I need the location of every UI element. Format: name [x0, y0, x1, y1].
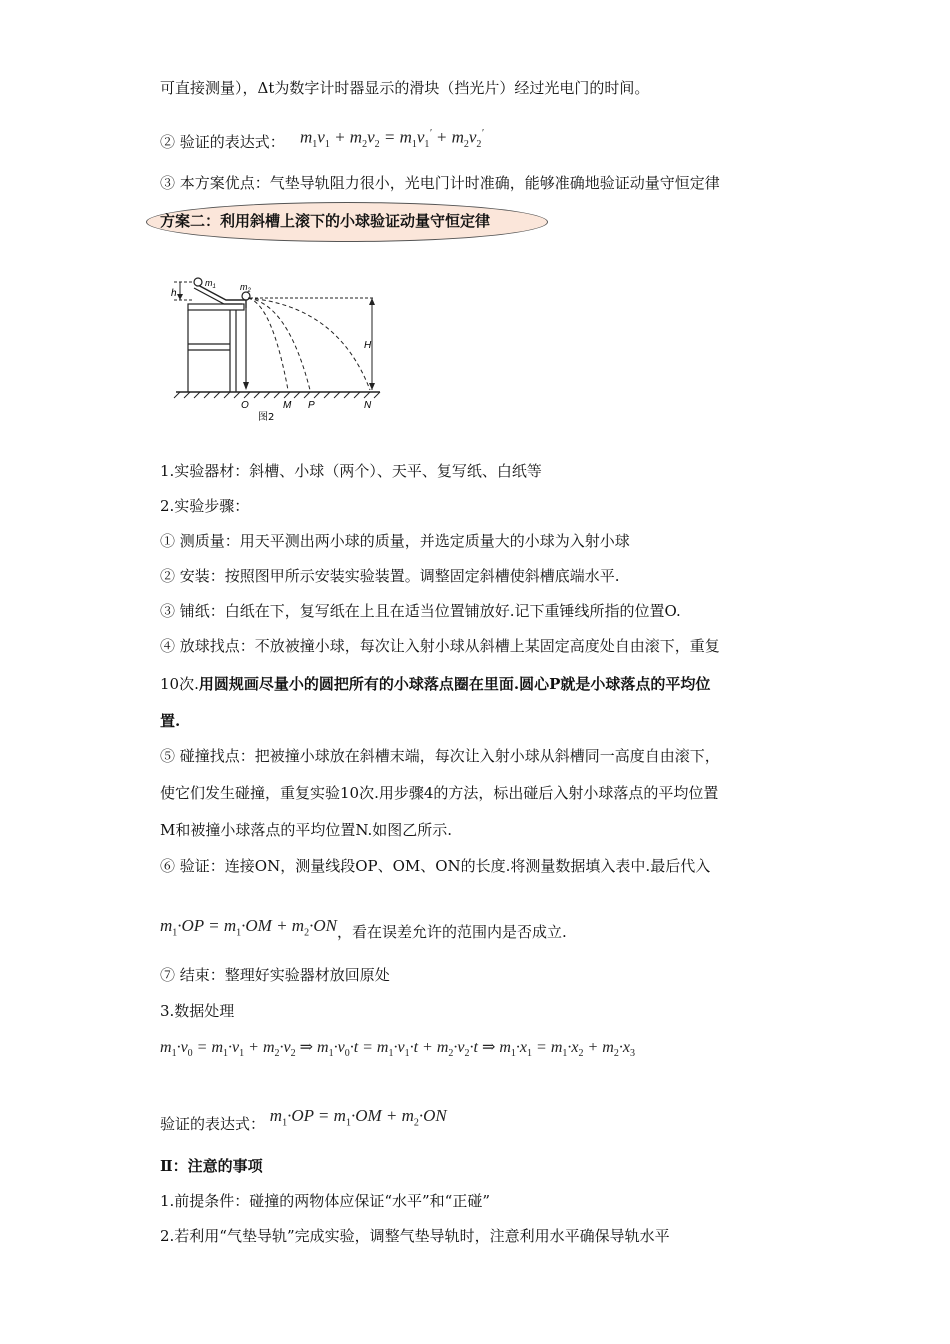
momentum-formula-1: $m_1v_1 + m_2v_2 = m_1v_1' + m_2v_2'$	[300, 127, 484, 151]
experiment-figure	[168, 274, 388, 424]
final-expression-line	[160, 1106, 447, 1141]
step-5-end: M和被撞小球落点的平均位置N.如图乙所示.	[160, 821, 453, 839]
label-N: N	[364, 400, 372, 411]
momentum-formula-3: $m_1\cdot OP = m_1\cdot OM + m_2\cdot ON$	[269, 1106, 447, 1129]
momentum-formula-2: $m_1\cdot OP = m_1\cdot OM + m_2\cdot ON$	[160, 916, 337, 939]
section-heading: 方案二：利用斜槽上滚下的小球验证动量守恒定律	[160, 212, 491, 230]
notes-title: Ⅱ：注意的事项	[160, 1157, 263, 1175]
step-5-cont: 使它们发生碰撞，重复实验10次.用步骤4的方法，标出碰后入射小球落点的平均位置	[160, 784, 719, 802]
label-M: M	[283, 400, 292, 411]
label-m1: $m_1$	[205, 278, 216, 290]
label-m2: $m_2$	[240, 282, 251, 294]
step-6-tail: ，看在误差允许的范围内是否成立.	[336, 923, 567, 941]
step-7: ⑦ 结束：整理好实验器材放回原处	[160, 966, 390, 984]
note-2: 2.若利用“气垫导轨”完成实验，调整气垫导轨时，注意利用水平确保导轨水平	[160, 1227, 670, 1245]
step-1: ① 测质量：用天平测出两小球的质量，并选定质量大的小球为入射小球	[160, 532, 630, 550]
step-4-bold: 用圆规画尽量小的圆把所有的小球落点圈在里面.圆心P就是小球落点的平均位	[198, 675, 711, 693]
final-expression-label: 验证的表达式：	[160, 1115, 266, 1133]
step-3: ③ 铺纸：白纸在下，复写纸在上且在适当位置铺放好.记下重锤线所指的位置O.	[160, 602, 681, 620]
step-header: 2.实验步骤：	[160, 497, 250, 515]
data-processing-title: 3.数据处理	[160, 1002, 235, 1020]
figure-caption: 图2	[258, 412, 275, 423]
step-4-count: 10次.	[160, 675, 199, 693]
text-line-2	[160, 127, 484, 152]
label-h: h	[171, 288, 177, 299]
data-processing-formula: $m_1\cdot v_0 = m_1\cdot v_1 + m_2\cdot v_2$ ⇒ $m_1\cdot v_0\cdot t = m_1\cdot v_1\cdot t + m_2\cdot v_2\cdot t$ ⇒ $m_1\cdot x_1 = m_1\cdot x_2 + m_2\cdot x_3$	[160, 1039, 635, 1060]
label-H: H	[364, 340, 372, 351]
text-line-3: ③ 本方案优点：气垫导轨阻力很小，光电门计时准确，能够准确地验证动量守恒定律	[160, 174, 720, 192]
step-6: ⑥ 验证：连接ON，测量线段OP、OM、ON的长度.将测量数据填入表中.最后代入	[160, 857, 711, 875]
text-line-1: 可直接测量），Δt为数字计时器显示的滑块（挡光片）经过光电门的时间。	[160, 79, 650, 97]
step-2: ② 安装：按照图甲所示安装实验装置。调整固定斜槽使斜槽底端水平.	[160, 567, 620, 585]
label-O: O	[241, 400, 249, 411]
step-6-formula-line	[160, 916, 567, 949]
step-4: ④ 放球找点：不放被撞小球，每次让入射小球从斜槽上某固定高度处自由滚下，重复	[160, 637, 720, 655]
step-5: ⑤ 碰撞找点：把被撞小球放在斜槽末端，每次让入射小球从斜槽同一高度自由滚下，	[160, 747, 720, 765]
step-4-end: 置.	[160, 712, 181, 730]
note-1: 1.前提条件：碰撞的两物体应保证“水平”和“正碰”	[160, 1192, 490, 1210]
expression-label: ② 验证的表达式：	[160, 133, 285, 151]
step-4-cont	[160, 674, 710, 694]
step-equipment: 1.实验器材：斜槽、小球（两个）、天平、复写纸、白纸等	[160, 462, 542, 480]
label-P: P	[308, 400, 315, 411]
